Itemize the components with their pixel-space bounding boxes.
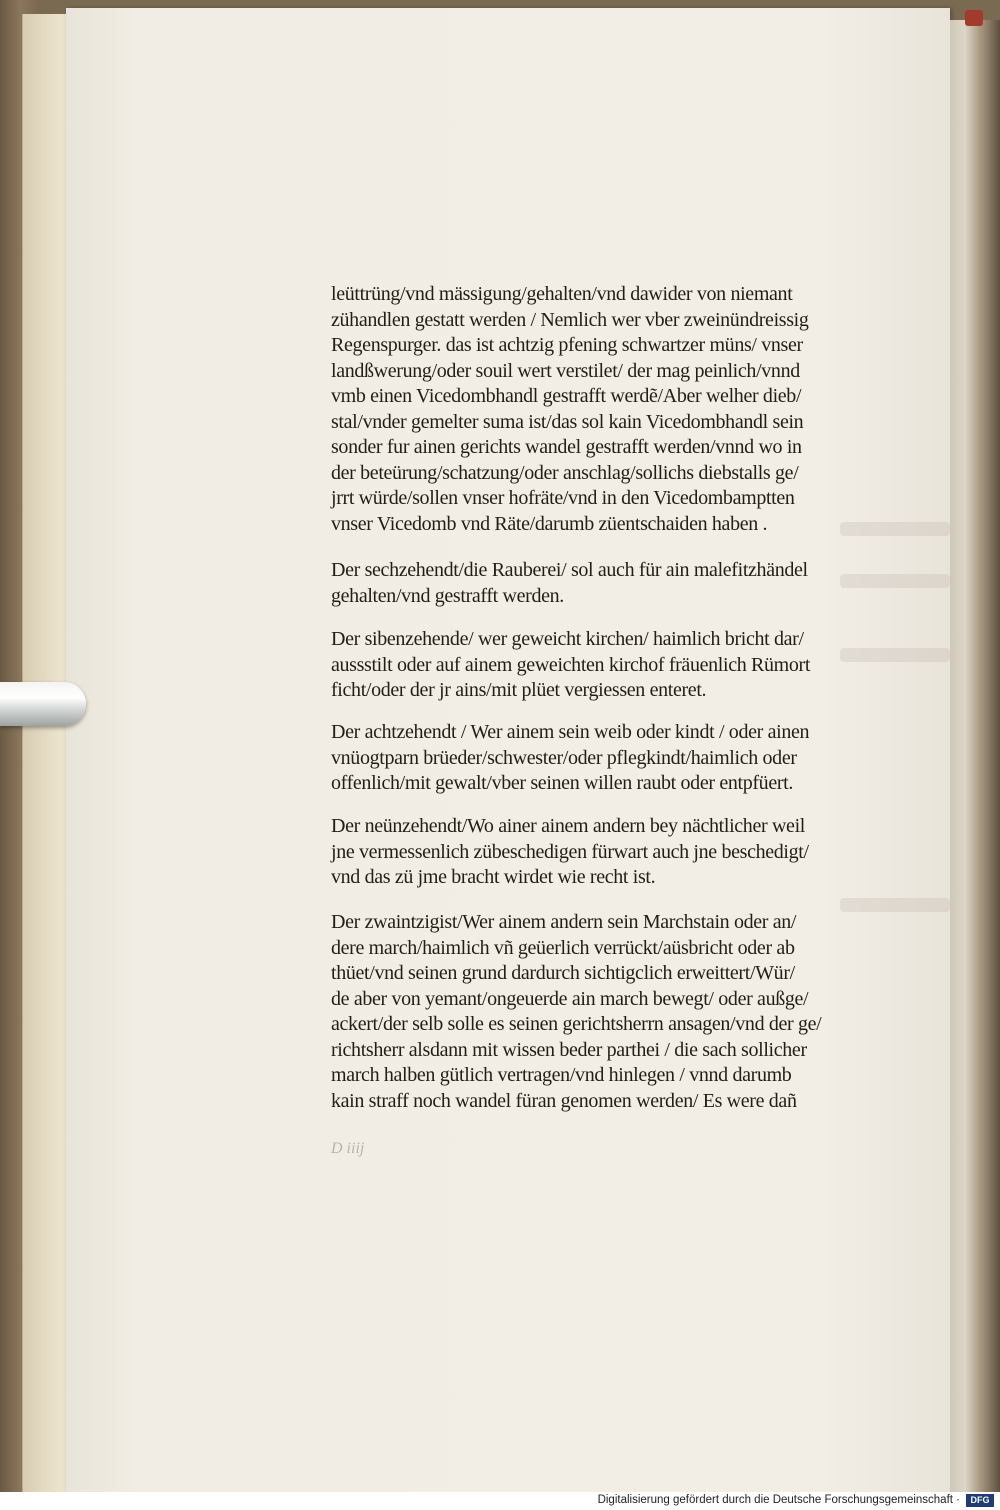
text-line: Der zwaintzigist/Wer ainem andern sein Marchstain oder an/	[331, 911, 797, 933]
paragraph-twentieth	[331, 910, 821, 1114]
show-through	[840, 522, 950, 536]
text-line: vnüogtparn brüeder/schwester/oder pflegkindt/haimlich oder	[331, 746, 797, 769]
text-line: landßwerung/oder souil wert verstilet/ der mag peinlich/vnnd	[331, 359, 800, 382]
text-line: Der achtzehendt / Wer ainem sein weib oder kindt / oder ainen	[331, 721, 810, 743]
text-line: march halben gütlich vertragen/vnd hinlegen / vnnd darumb	[331, 1064, 792, 1086]
page-edges	[950, 20, 1000, 1492]
text-line: thüet/vnd seinen grund dardurch sichtigclich erweittert/Wür/	[331, 962, 795, 984]
text-line: ackert/der selb solle es seinen gerichtsherrn ansagen/vnd der ge/	[331, 1013, 822, 1035]
text-line: gehalten/vnd gestrafft werden.	[331, 584, 564, 607]
text-line: de aber von yemant/ongeuerde ain march bewegt/ oder außge/	[331, 987, 809, 1010]
text-line: richtsherr alsdann mit wissen beder parthei / die sach sollicher	[331, 1038, 807, 1061]
text-line: Der sechzehendt/die Rauberei/ sol auch für ain malefitzhändel	[331, 559, 808, 581]
show-through	[840, 574, 950, 588]
text-line: leüttrüng/vnd mässigung/gehalten/vnd dawider von niemant	[331, 283, 793, 305]
text-line: sonder fur ainen gerichts wandel gestrafft werden/vnnd wo in	[331, 436, 802, 458]
text-line: vmb einen Vicedombhandl gestrafft werdẽ/Aber welher dieb/	[331, 385, 802, 407]
paragraph	[331, 282, 809, 537]
text-line: der beteürung/schatzung/oder anschlag/sollichs diebstalls ge/	[331, 461, 799, 484]
red-ribbon-mark	[965, 10, 983, 26]
text-line: dere march/haimlich vñ geüerlich verrückt/aüsbricht oder ab	[331, 936, 795, 959]
text-line: vnd das zü jme bracht wirdet wie recht ist.	[331, 866, 656, 888]
text-line: vnser Vicedomb vnd Räte/darumb züentschaiden haben .	[331, 512, 768, 535]
text-line: aussstilt oder auf ainem geweichten kirchof fräuenlich Rümort	[331, 653, 811, 676]
funding-credit: Digitalisierung gefördert durch die Deutsche Forschungsgemeinschaft ·	[597, 1494, 960, 1506]
text-line: zühandlen gestatt werden / Nemlich wer vber zweinündreissig	[331, 308, 809, 331]
text-line: Der sibenzehende/ wer geweicht kirchen/ haimlich bricht dar/	[331, 628, 804, 650]
paragraph-sixteenth	[331, 558, 808, 609]
glass-page-holder	[0, 682, 86, 726]
paragraph-nineteenth	[331, 814, 809, 891]
show-through	[840, 898, 950, 912]
footer	[0, 1492, 1000, 1510]
text-line: jrrt würde/sollen vnser hofräte/vnd in den Vicedombamptten	[331, 487, 795, 509]
show-through	[840, 648, 950, 662]
text-line: offenlich/mit gewalt/vber seinen willen raubt oder entpfüert.	[331, 772, 794, 794]
signature-mark: D iiij	[331, 1140, 365, 1157]
paragraph-seventeenth	[331, 627, 810, 704]
text-line: stal/vnder gemelter suma ist/das sol kain Vicedombhandl sein	[331, 410, 804, 433]
text-line: ficht/oder der jr ains/mit plüet vergiessen enteret.	[331, 679, 707, 701]
paragraph-eighteenth	[331, 720, 809, 797]
text-line: jne vermessenlich zübeschedigen fürwart auch jne beschedigt/	[331, 840, 809, 863]
dfg-logo: DFG	[966, 1494, 994, 1507]
text-line: Der neünzehendt/Wo ainer ainem andern bey nächtlicher weil	[331, 815, 805, 837]
text-line: kain straff noch wandel füran genomen werden/ Es were dañ	[331, 1089, 797, 1112]
text-line: Regenspurger. das ist achtzig pfening schwartzer müns/ vnser	[331, 334, 803, 356]
